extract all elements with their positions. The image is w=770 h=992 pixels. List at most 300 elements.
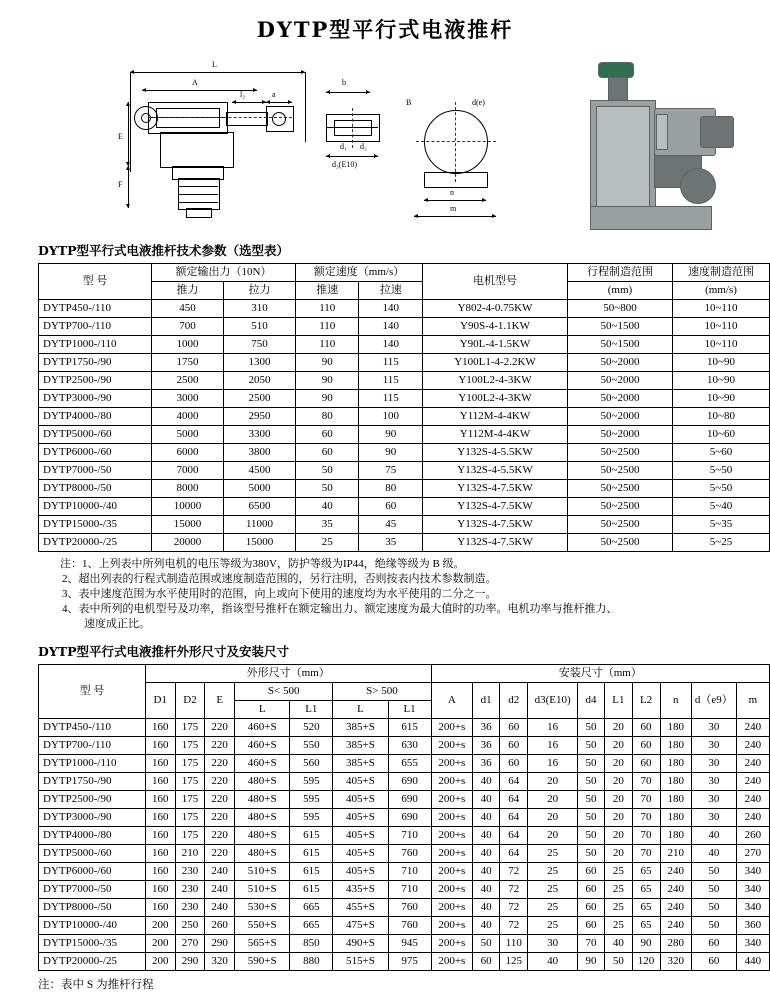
dim-cell-value: 945 <box>388 935 431 953</box>
dim-cell-value: 25 <box>528 899 578 917</box>
spec-cell-push: 3000 <box>152 390 224 408</box>
dim-label-d1: d₁ <box>340 142 347 151</box>
dim-label-a: a <box>272 90 276 99</box>
dim-cell-value: 40 <box>473 917 500 935</box>
table-row <box>39 881 770 899</box>
spec-cell-stroke: 50~2500 <box>568 516 673 534</box>
dim-cell-value: 200+s <box>431 827 473 845</box>
dim-cell-value: 460+S <box>235 719 290 737</box>
spec-cell-pull: 11000 <box>224 516 296 534</box>
dim-col-n: n <box>660 683 691 719</box>
dim-cell-value: 64 <box>500 791 528 809</box>
dim-cell-value: 30 <box>691 791 736 809</box>
dim-cell-value: 60 <box>632 755 660 773</box>
spec-cell-speed: 5~60 <box>673 444 770 462</box>
dim-cell-value: 200 <box>145 935 175 953</box>
dim-col-d3: d3(E10) <box>528 683 578 719</box>
dim-label-E: E <box>118 132 123 141</box>
dim-cell-value: 340 <box>736 881 769 899</box>
col-speed-range: 速度制造范围 <box>673 264 770 282</box>
dim-cell-value: 230 <box>175 881 205 899</box>
col-stroke-range: 行程制造范围 <box>568 264 673 282</box>
spec-table <box>38 263 770 552</box>
dim-cell-value: 70 <box>632 773 660 791</box>
dim-cell-value: 200+s <box>431 737 473 755</box>
dim-cell-value: 175 <box>175 719 205 737</box>
dim-cell-value: 25 <box>605 917 632 935</box>
dim-cell-value: 20 <box>605 737 632 755</box>
dim-cell-value: 240 <box>660 917 691 935</box>
spec-cell-pull: 3300 <box>224 426 296 444</box>
spec-cell-pull: 310 <box>224 300 296 318</box>
spec-cell-push: 6000 <box>152 444 224 462</box>
dim-cell-model: DYTP5000-/60 <box>39 845 146 863</box>
spec-cell-push: 450 <box>152 300 224 318</box>
dim-col-L-small: L <box>235 701 290 719</box>
spec-cell-model: DYTP10000-/40 <box>39 498 152 516</box>
dim-cell-value: 320 <box>205 953 235 971</box>
spec-cell-stroke: 50~2000 <box>568 426 673 444</box>
dim-cell-value: 975 <box>388 953 431 971</box>
dim-cell-value: 455+S <box>333 899 388 917</box>
spec-table-caption: DYTP型平行式电液推杆技术参数（选型表） <box>38 243 289 258</box>
dim-cell-value: 65 <box>632 863 660 881</box>
spec-cell-push-speed: 35 <box>296 516 359 534</box>
spec-cell-push-speed: 25 <box>296 534 359 552</box>
dim-cell-value: 25 <box>605 863 632 881</box>
spec-cell-speed: 5~35 <box>673 516 770 534</box>
dim-cell-value: 240 <box>660 863 691 881</box>
table-row <box>39 534 770 552</box>
dim-cell-value: 40 <box>473 791 500 809</box>
spec-cell-push: 1750 <box>152 354 224 372</box>
spec-cell-model: DYTP7000-/50 <box>39 462 152 480</box>
dim-cell-value: 175 <box>175 809 205 827</box>
dim-cell-value: 180 <box>660 809 691 827</box>
dim-cell-value: 200+s <box>431 845 473 863</box>
dim-cell-value: 665 <box>290 899 333 917</box>
spec-cell-push-speed: 60 <box>296 426 359 444</box>
dim-cell-value: 200+s <box>431 791 473 809</box>
dim-cell-value: 220 <box>205 737 235 755</box>
spec-cell-pull: 5000 <box>224 480 296 498</box>
dim-cell-value: 175 <box>175 755 205 773</box>
dim-cell-value: 60 <box>577 881 604 899</box>
col-stroke-range-unit: (mm) <box>568 282 673 300</box>
dim-label-b: b <box>342 78 346 87</box>
dim-cell-value: 220 <box>205 719 235 737</box>
dim-cell-model: DYTP450-/110 <box>39 719 146 737</box>
spec-cell-pull: 3800 <box>224 444 296 462</box>
dim-cell-model: DYTP2500-/90 <box>39 791 146 809</box>
dim-cell-value: 180 <box>660 737 691 755</box>
dim-cell-value: 160 <box>145 899 175 917</box>
dim-cell-value: 200+s <box>431 755 473 773</box>
col-motor: 电机型号 <box>423 264 568 300</box>
dim-label-L: L <box>212 60 217 69</box>
dim-cell-value: 280 <box>660 935 691 953</box>
watermark-text <box>20 28 25 43</box>
spec-cell-stroke: 50~800 <box>568 300 673 318</box>
spec-cell-pull-speed: 140 <box>359 318 423 336</box>
spec-cell-stroke: 50~2000 <box>568 390 673 408</box>
dim-cell-value: 160 <box>145 737 175 755</box>
dim-cell-value: 240 <box>736 755 769 773</box>
spec-cell-speed: 10~110 <box>673 300 770 318</box>
spec-cell-push: 4000 <box>152 408 224 426</box>
dim-cell-value: 60 <box>577 899 604 917</box>
spec-cell-motor: Y112M-4-4KW <box>423 426 568 444</box>
spec-cell-motor: Y132S-4-7.5KW <box>423 516 568 534</box>
dim-cell-value: 65 <box>632 917 660 935</box>
spec-notes <box>38 557 736 632</box>
dim-cell-value: 240 <box>205 863 235 881</box>
dim-cell-value: 405+S <box>333 845 388 863</box>
dim-cell-value: 405+S <box>333 863 388 881</box>
dim-cell-value: 40 <box>473 809 500 827</box>
dim-cell-value: 25 <box>528 881 578 899</box>
spec-cell-model: DYTP700-/110 <box>39 318 152 336</box>
col-pull-speed: 拉速 <box>359 282 423 300</box>
spec-cell-model: DYTP1750-/90 <box>39 354 152 372</box>
table-row <box>39 498 770 516</box>
spec-cell-model: DYTP15000-/35 <box>39 516 152 534</box>
dim-cell-value: 50 <box>577 827 604 845</box>
spec-cell-motor: Y132S-4-7.5KW <box>423 534 568 552</box>
spec-cell-stroke: 50~2000 <box>568 354 673 372</box>
dim-cell-value: 70 <box>577 935 604 953</box>
dim-cell-value: 220 <box>205 809 235 827</box>
spec-cell-model: DYTP450-/110 <box>39 300 152 318</box>
dim-cell-value: 160 <box>145 755 175 773</box>
spec-cell-push: 1000 <box>152 336 224 354</box>
dim-cell-value: 50 <box>577 791 604 809</box>
table-row <box>39 917 770 935</box>
dim-cell-model: DYTP15000-/35 <box>39 935 146 953</box>
dim-cell-value: 200+s <box>431 863 473 881</box>
spec-cell-model: DYTP3000-/90 <box>39 390 152 408</box>
dim-cell-value: 405+S <box>333 773 388 791</box>
spec-cell-pull-speed: 90 <box>359 444 423 462</box>
spec-cell-push: 7000 <box>152 462 224 480</box>
dim-cell-value: 90 <box>632 935 660 953</box>
dim-cell-value: 480+S <box>235 809 290 827</box>
col-rated-speed: 额定速度（mm/s） <box>296 264 423 282</box>
dim-header-row-1 <box>39 665 770 683</box>
dim-cell-value: 60 <box>632 737 660 755</box>
dim-cell-value: 240 <box>660 881 691 899</box>
dim-cell-value: 25 <box>605 899 632 917</box>
spec-cell-motor: Y90L-4-1.5KW <box>423 336 568 354</box>
dim-cell-value: 20 <box>605 755 632 773</box>
table-row <box>39 426 770 444</box>
spec-cell-stroke: 50~2500 <box>568 480 673 498</box>
dim-cell-value: 460+S <box>235 755 290 773</box>
dim-cell-value: 200+s <box>431 899 473 917</box>
spec-cell-pull: 2950 <box>224 408 296 426</box>
spec-cell-stroke: 50~2000 <box>568 408 673 426</box>
col-push-speed: 推速 <box>296 282 359 300</box>
dim-cell-value: 595 <box>290 773 333 791</box>
note-2: 2、超出列表的行程式制造范围或速度制造范围的，另行注明，否则按表内技术参数制造。 <box>62 573 497 585</box>
dim-label-d3: d₃(E10) <box>332 160 358 169</box>
dim-col-D1: D1 <box>145 683 175 719</box>
dim-cell-value: 30 <box>691 737 736 755</box>
dim-cell-value: 710 <box>388 863 431 881</box>
dim-cell-value: 550+S <box>235 917 290 935</box>
dim-cell-value: 240 <box>736 719 769 737</box>
dim-col-E: E <box>205 683 235 719</box>
dim-cell-value: 20 <box>605 827 632 845</box>
dim-cell-value: 40 <box>473 845 500 863</box>
spec-cell-push-speed: 80 <box>296 408 359 426</box>
note-3: 3、表中速度范围为水平使用时的范围，向上或向下使用的速度均为水平使用的二分之一。 <box>62 588 497 600</box>
dim-cell-value: 435+S <box>333 881 388 899</box>
dim-cell-value: 615 <box>290 881 333 899</box>
dim-label-n: n <box>450 188 454 197</box>
spec-cell-motor: Y112M-4-4KW <box>423 408 568 426</box>
spec-cell-pull-speed: 45 <box>359 516 423 534</box>
dim-cell-value: 20 <box>528 809 578 827</box>
spec-cell-model: DYTP4000-/80 <box>39 408 152 426</box>
table-row <box>39 791 770 809</box>
dim-cell-value: 565+S <box>235 935 290 953</box>
spec-cell-motor: Y90S-4-1.1KW <box>423 318 568 336</box>
dim-cell-value: 200 <box>145 953 175 971</box>
table-row <box>39 516 770 534</box>
dim-col-install: 安装尺寸（mm） <box>431 665 769 683</box>
dim-cell-value: 60 <box>577 863 604 881</box>
dim-cell-value: 760 <box>388 899 431 917</box>
dim-cell-value: 240 <box>205 899 235 917</box>
spec-cell-push: 2500 <box>152 372 224 390</box>
dim-cell-value: 180 <box>660 791 691 809</box>
table-row <box>39 953 770 971</box>
spec-cell-speed: 5~25 <box>673 534 770 552</box>
spec-cell-pull-speed: 60 <box>359 498 423 516</box>
dim-cell-value: 50 <box>691 881 736 899</box>
spec-cell-motor: Y132S-4-5.5KW <box>423 444 568 462</box>
dim-cell-value: 64 <box>500 827 528 845</box>
dim-cell-model: DYTP7000-/50 <box>39 881 146 899</box>
dim-cell-value: 72 <box>500 917 528 935</box>
dim-cell-value: 30 <box>691 755 736 773</box>
dim-cell-value: 220 <box>205 791 235 809</box>
dim-cell-value: 320 <box>660 953 691 971</box>
dim-col-m: m <box>736 683 769 719</box>
dim-cell-value: 180 <box>660 755 691 773</box>
dim-cell-value: 40 <box>473 881 500 899</box>
table-row <box>39 444 770 462</box>
dim-cell-value: 480+S <box>235 773 290 791</box>
dim-cell-value: 64 <box>500 809 528 827</box>
dim-cell-model: DYTP20000-/25 <box>39 953 146 971</box>
dim-cell-value: 210 <box>175 845 205 863</box>
dim-col-outline: 外形尺寸（mm） <box>145 665 431 683</box>
dim-cell-value: 110 <box>500 935 528 953</box>
spec-cell-pull-speed: 140 <box>359 336 423 354</box>
drawing-front-view <box>406 70 520 220</box>
table-row <box>39 300 770 318</box>
spec-cell-motor: Y100L1-4-2.2KW <box>423 354 568 372</box>
spec-cell-pull: 2500 <box>224 390 296 408</box>
dim-cell-value: 60 <box>473 953 500 971</box>
dim-cell-value: 220 <box>205 827 235 845</box>
table-row <box>39 845 770 863</box>
spec-cell-stroke: 50~2500 <box>568 444 673 462</box>
dim-col-L1b: L1 <box>605 683 632 719</box>
dim-cell-value: 25 <box>528 845 578 863</box>
dim-cell-value: 65 <box>632 881 660 899</box>
dim-cell-value: 290 <box>205 935 235 953</box>
dim-cell-value: 120 <box>632 953 660 971</box>
dim-cell-value: 270 <box>736 845 769 863</box>
spec-cell-push-speed: 110 <box>296 318 359 336</box>
dim-cell-value: 72 <box>500 863 528 881</box>
dim-cell-value: 70 <box>632 845 660 863</box>
dim-col-L1-small: L1 <box>290 701 333 719</box>
spec-cell-push-speed: 110 <box>296 336 359 354</box>
dim-cell-value: 160 <box>145 791 175 809</box>
table-row <box>39 863 770 881</box>
dim-cell-value: 30 <box>528 935 578 953</box>
dim-col-A: A <box>431 683 473 719</box>
dim-cell-value: 655 <box>388 755 431 773</box>
dim-label-B: B <box>406 98 412 107</box>
dim-col-D2: D2 <box>175 683 205 719</box>
dim-cell-value: 60 <box>500 737 528 755</box>
spec-cell-speed: 10~110 <box>673 318 770 336</box>
dim-cell-value: 70 <box>632 809 660 827</box>
table-header-row <box>39 264 770 282</box>
dim-cell-value: 590+S <box>235 953 290 971</box>
spec-cell-push-speed: 90 <box>296 354 359 372</box>
dim-cell-value: 16 <box>528 719 578 737</box>
dim-cell-value: 200+s <box>431 917 473 935</box>
dim-cell-value: 50 <box>577 845 604 863</box>
spec-cell-motor: Y132S-4-7.5KW <box>423 480 568 498</box>
dim-cell-value: 36 <box>473 719 500 737</box>
dim-cell-value: 50 <box>577 809 604 827</box>
spec-cell-pull-speed: 90 <box>359 426 423 444</box>
dim-cell-model: DYTP3000-/90 <box>39 809 146 827</box>
dim-cell-model: DYTP8000-/50 <box>39 899 146 917</box>
dim-cell-value: 230 <box>175 863 205 881</box>
spec-cell-pull-speed: 100 <box>359 408 423 426</box>
dim-cell-value: 760 <box>388 845 431 863</box>
dim-cell-value: 475+S <box>333 917 388 935</box>
spec-cell-push-speed: 110 <box>296 300 359 318</box>
dim-cell-model: DYTP700-/110 <box>39 737 146 755</box>
dim-cell-value: 20 <box>605 719 632 737</box>
table-row <box>39 755 770 773</box>
dim-label-F: F <box>118 180 123 189</box>
dim-cell-model: DYTP6000-/60 <box>39 863 146 881</box>
dim-cell-value: 20 <box>605 773 632 791</box>
dim-cell-value: 160 <box>145 881 175 899</box>
dim-label-m: m <box>450 204 457 213</box>
dim-cell-value: 550 <box>290 737 333 755</box>
table-row <box>39 773 770 791</box>
dim-cell-value: 20 <box>528 773 578 791</box>
dim-cell-value: 175 <box>175 827 205 845</box>
dim-cell-value: 25 <box>605 881 632 899</box>
dim-cell-value: 50 <box>605 953 632 971</box>
dim-cell-value: 230 <box>175 899 205 917</box>
dim-cell-value: 50 <box>691 899 736 917</box>
dim-cell-value: 20 <box>528 827 578 845</box>
dim-cell-value: 595 <box>290 809 333 827</box>
dim-label-d2: d₂ <box>360 142 367 151</box>
spec-cell-stroke: 50~1500 <box>568 318 673 336</box>
dim-cell-value: 480+S <box>235 791 290 809</box>
spec-cell-model: DYTP8000-/50 <box>39 480 152 498</box>
dim-cell-value: 220 <box>205 755 235 773</box>
spec-cell-speed: 10~90 <box>673 390 770 408</box>
dim-cell-value: 690 <box>388 809 431 827</box>
dim-col-d2: d2 <box>500 683 528 719</box>
dim-cell-value: 480+S <box>235 827 290 845</box>
dim-cell-value: 20 <box>605 791 632 809</box>
dim-cell-value: 40 <box>691 845 736 863</box>
dim-cell-value: 50 <box>577 773 604 791</box>
dim-cell-value: 50 <box>691 863 736 881</box>
spec-cell-push-speed: 50 <box>296 480 359 498</box>
dim-cell-value: 50 <box>577 737 604 755</box>
dim-cell-value: 175 <box>175 773 205 791</box>
dim-cell-value: 690 <box>388 791 431 809</box>
spec-cell-push: 15000 <box>152 516 224 534</box>
dim-cell-value: 50 <box>691 917 736 935</box>
dim-cell-model: DYTP1750-/90 <box>39 773 146 791</box>
dim-cell-value: 36 <box>473 737 500 755</box>
dim-cell-value: 180 <box>660 827 691 845</box>
dim-cell-value: 200+s <box>431 935 473 953</box>
dim-cell-value: 440 <box>736 953 769 971</box>
spec-cell-model: DYTP1000-/110 <box>39 336 152 354</box>
spec-cell-push-speed: 40 <box>296 498 359 516</box>
dim-label-A: A <box>192 78 198 87</box>
dim-table-caption: DYTP型平行式电液推杆外形尺寸及安装尺寸 <box>38 644 289 659</box>
spec-cell-model: DYTP5000-/60 <box>39 426 152 444</box>
dim-col-L1-large: L1 <box>388 701 431 719</box>
spec-cell-push: 700 <box>152 318 224 336</box>
dim-cell-value: 25 <box>528 917 578 935</box>
dim-cell-value: 880 <box>290 953 333 971</box>
dim-cell-value: 260 <box>205 917 235 935</box>
page-title: DYTP型平行式电液推杆 <box>256 17 514 42</box>
spec-cell-pull-speed: 35 <box>359 534 423 552</box>
dim-cell-value: 20 <box>605 809 632 827</box>
spec-cell-pull-speed: 115 <box>359 354 423 372</box>
spec-cell-pull-speed: 80 <box>359 480 423 498</box>
dim-cell-value: 70 <box>632 791 660 809</box>
dim-cell-value: 385+S <box>333 737 388 755</box>
spec-cell-pull: 15000 <box>224 534 296 552</box>
col-pull-force: 拉力 <box>224 282 296 300</box>
spec-cell-stroke: 50~2000 <box>568 372 673 390</box>
dim-cell-value: 70 <box>632 827 660 845</box>
dim-cell-value: 615 <box>290 827 333 845</box>
spec-cell-push-speed: 60 <box>296 444 359 462</box>
dim-cell-value: 200+s <box>431 953 473 971</box>
dim-cell-value: 30 <box>691 719 736 737</box>
dim-cell-value: 60 <box>691 953 736 971</box>
dim-cell-value: 385+S <box>333 755 388 773</box>
spec-cell-stroke: 50~2500 <box>568 462 673 480</box>
dim-cell-value: 160 <box>145 809 175 827</box>
dim-col-L-large: L <box>333 701 388 719</box>
